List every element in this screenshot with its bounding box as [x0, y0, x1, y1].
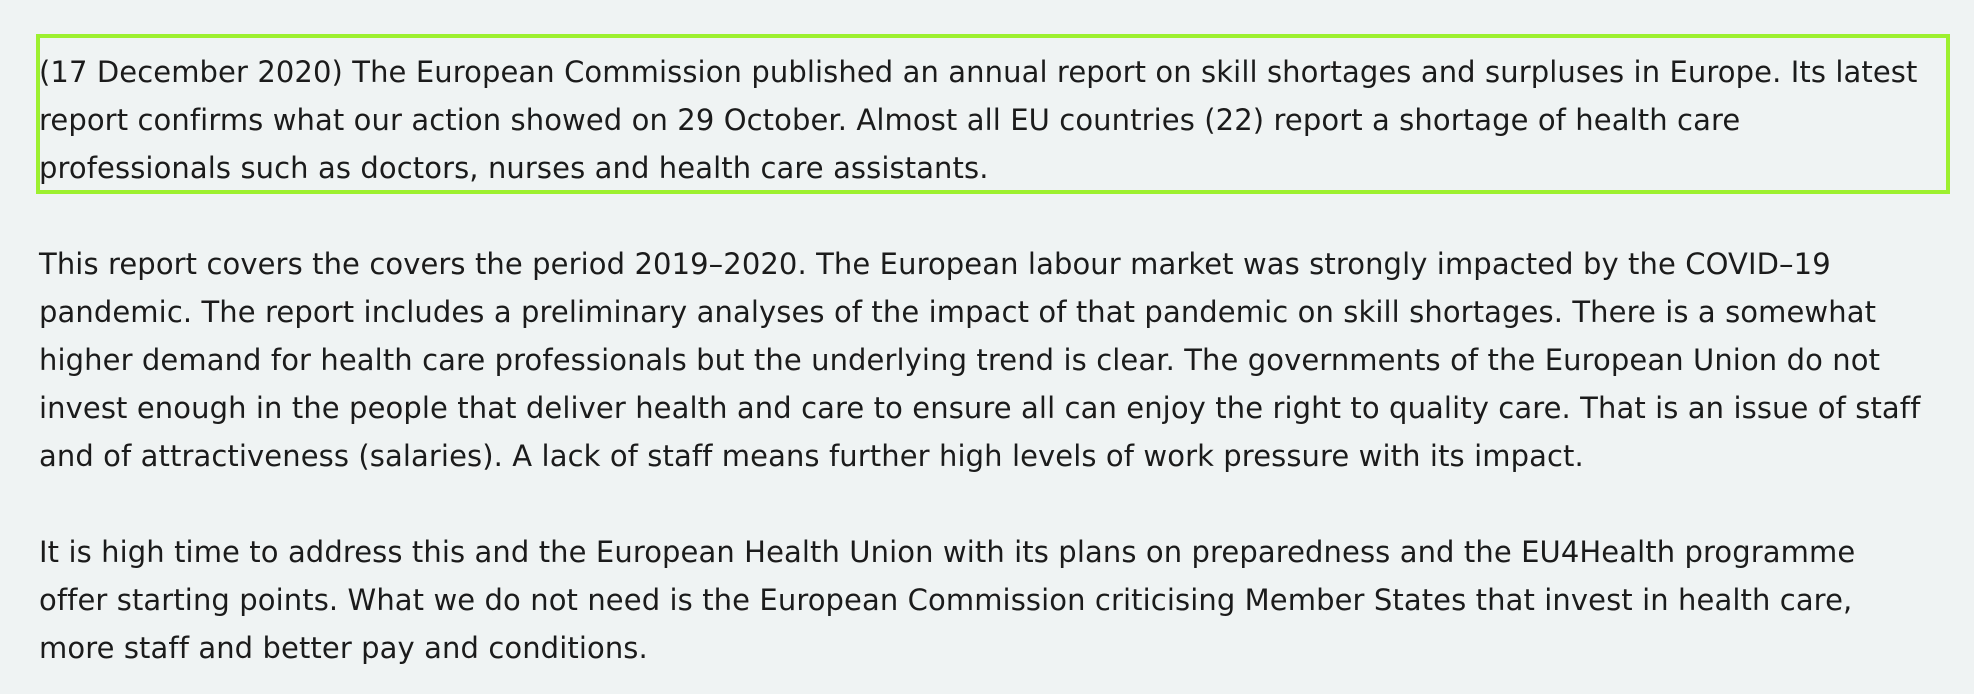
- paragraph-line: (17 December 2020) The European Commission published an annual report on skill shortages and surpluses in Europe. Its latest: [39, 55, 1918, 89]
- paragraph-line: invest enough in the people that deliver health and care to ensure all can enjoy the right to quality care. That is an issue of staff: [39, 391, 1921, 425]
- paragraph-line: It is high time to address this and the European Health Union with its plans on preparedness and the EU4Health programme: [39, 535, 1856, 569]
- paragraph-report-scope: [39, 240, 1939, 480]
- paragraph-line: professionals such as doctors, nurses and health care assistants.: [39, 151, 989, 185]
- paragraph-line: This report covers the covers the period 2019–2020. The European labour market was strongly impacted by the COVID–19: [39, 247, 1831, 281]
- paragraph-line: and of attractiveness (salaries). A lack of staff means further high levels of work pressure with its impact.: [39, 439, 1584, 473]
- paragraph-line: higher demand for health care professionals but the underlying trend is clear. The governments of the European Union do not: [39, 343, 1881, 377]
- paragraph-line: pandemic. The report includes a preliminary analyses of the impact of that pandemic on skill shortages. There is a somewhat: [39, 295, 1877, 329]
- paragraph-call-to-action: [39, 528, 1939, 672]
- paragraph-line: offer starting points. What we do not need is the European Commission criticising Member States that invest in health care,: [39, 583, 1853, 617]
- paragraph-intro: [39, 48, 1939, 192]
- paragraph-line: more staff and better pay and conditions.: [39, 631, 648, 665]
- paragraph-line: report confirms what our action showed on 29 October. Almost all EU countries (22) report a shortage of health care: [39, 103, 1741, 137]
